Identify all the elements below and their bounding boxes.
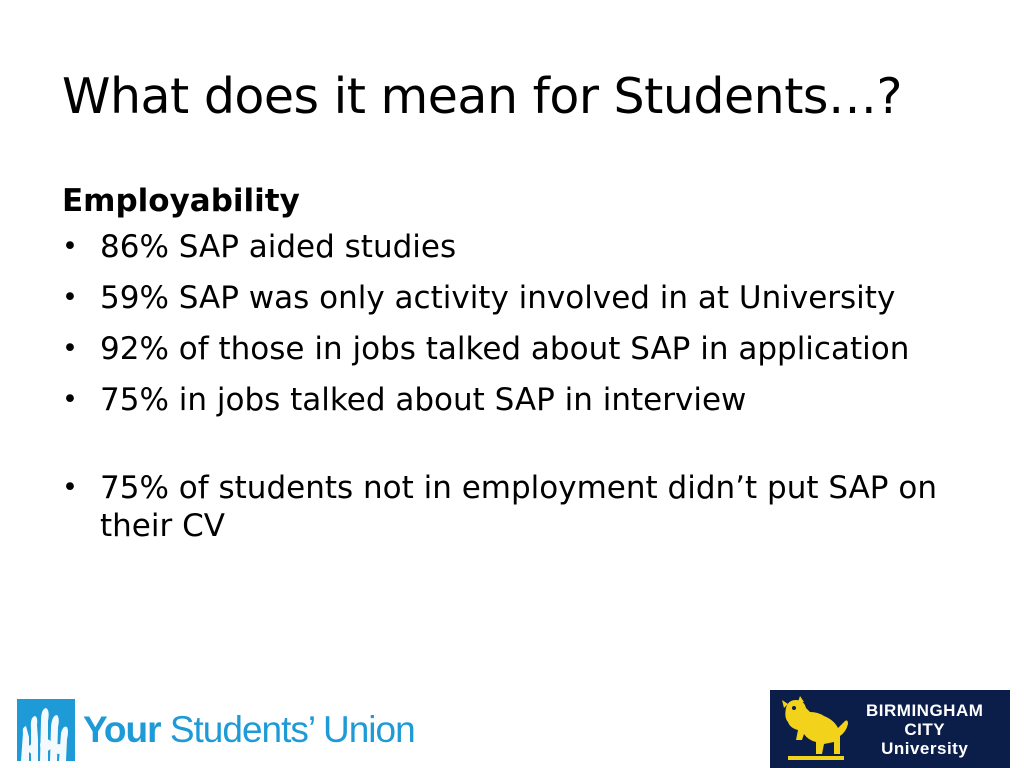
bcu-line-1: BIRMINGHAM <box>866 700 984 720</box>
bullet-text: 86% SAP aided studies <box>100 229 457 265</box>
slide-title: What does it mean for Students…? <box>62 68 902 125</box>
bullet-item <box>62 330 962 368</box>
bullet-item <box>62 279 962 317</box>
bullet-text: 59% SAP was only activity involved in at University <box>100 280 896 316</box>
section-heading: Employability <box>62 183 300 219</box>
slide-content <box>62 182 962 558</box>
bullet-dot-icon: • <box>62 472 78 503</box>
bullet-item <box>62 228 962 266</box>
bcu-wordmark <box>866 701 983 758</box>
bullet-dot-icon: • <box>62 282 78 313</box>
bullet-text: 75% in jobs talked about SAP in interview <box>100 382 747 418</box>
bullet-text: 92% of those in jobs talked about SAP in application <box>100 331 910 367</box>
bcu-line-3: University <box>881 738 969 758</box>
bullet-dot-icon: • <box>62 333 78 364</box>
union-wordmark-rest: Students’ Union <box>160 709 415 750</box>
bullet-item <box>62 381 962 419</box>
students-union-logo <box>17 698 415 762</box>
hands-raised-icon <box>17 699 75 761</box>
students-union-wordmark <box>83 709 415 751</box>
bullet-item <box>62 469 962 545</box>
bcu-line-2: CITY <box>904 719 946 739</box>
bullet-dot-icon: • <box>62 384 78 415</box>
bcu-logo <box>770 690 1010 768</box>
union-wordmark-bold: Your <box>83 709 161 750</box>
bullet-dot-icon: • <box>62 231 78 262</box>
bullet-text: 75% of students not in employment didn’t put SAP on their CV <box>100 470 937 544</box>
bullet-list <box>62 228 962 545</box>
lion-crest-icon <box>778 694 852 764</box>
